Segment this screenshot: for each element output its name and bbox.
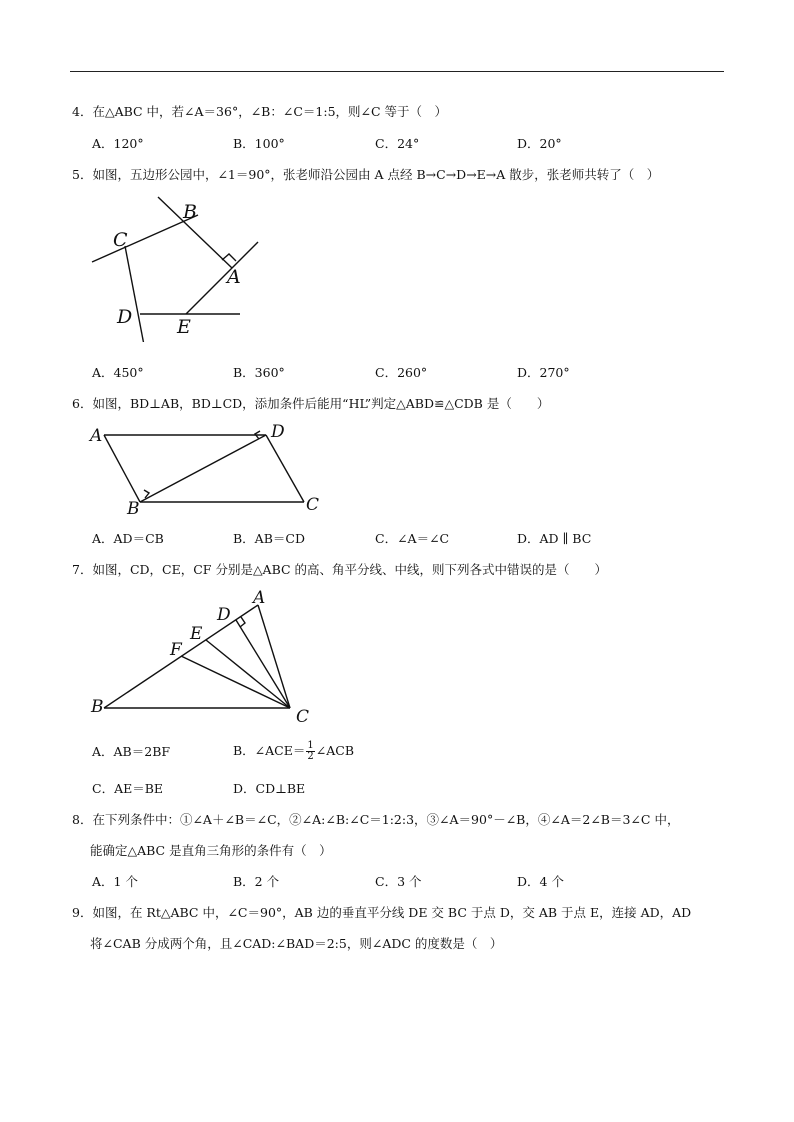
q8-option-b: B．2 个 xyxy=(233,874,280,889)
q7-stem: 7．如图，CD，CE，CF 分别是△ABC 的高、角平分线、中线，则下列各式中错误的是（ ） xyxy=(72,562,608,577)
q7-label-d: D xyxy=(217,605,231,625)
q5-line-ea-extended xyxy=(186,242,258,314)
q6-right-angle-mark-b xyxy=(144,490,149,498)
q6-segment-bd xyxy=(140,435,266,502)
q8-option-c: C．3 个 xyxy=(375,874,422,889)
q8-stem-continued: 能确定△ABC 是直角三角形的条件有（ ） xyxy=(90,843,332,858)
q5-label-b: B xyxy=(183,201,197,223)
q6-option-c: C．∠A＝∠C xyxy=(375,531,450,546)
q6-segment-dc xyxy=(266,435,304,502)
q6-option-d: D．AD ∥ BC xyxy=(517,531,592,546)
q7-option-b-suffix: ∠ACB xyxy=(315,743,355,758)
q4-option-b: B．100° xyxy=(233,136,285,151)
q7-right-angle-mark xyxy=(240,617,245,627)
q8-option-d: D．4 个 xyxy=(517,874,564,889)
q7-option-c: C．AE＝BE xyxy=(92,781,164,796)
q5-label-d: D xyxy=(117,306,133,328)
q5-label-e: E xyxy=(177,316,191,338)
q7-label-c: C xyxy=(296,707,310,727)
q7-segment-ac xyxy=(258,605,290,708)
q9-stem-continued: 将∠CAB 分成两个角，且∠CAD:∠BAD＝2:5，则∠ADC 的度数是（ ） xyxy=(90,936,503,951)
q8-option-a: A．1 个 xyxy=(92,874,138,889)
q4-option-c: C．24° xyxy=(375,136,420,151)
q6-label-b: B xyxy=(127,499,140,519)
q6-parallelogram-figure xyxy=(88,420,328,520)
q7-label-e: E xyxy=(190,624,203,644)
q4-option-a: A．120° xyxy=(92,136,144,151)
q7-option-d: D．CD⊥BE xyxy=(233,781,306,796)
q5-option-b: B．360° xyxy=(233,365,285,380)
q5-label-c: C xyxy=(113,229,128,251)
q5-label-a: A xyxy=(227,266,241,288)
q6-label-a: A xyxy=(90,426,103,446)
q6-label-d: D xyxy=(271,422,285,442)
q7-option-b-denominator: 2 xyxy=(307,751,314,762)
q7-option-b xyxy=(233,737,354,765)
q4-stem: 4．在△ABC 中，若∠A＝36°，∠B：∠C＝1:5，则∠C 等于（ ） xyxy=(72,104,448,119)
q6-option-a: A．AD＝CB xyxy=(92,531,164,546)
q7-option-b-numerator: 1 xyxy=(307,740,314,751)
q7-triangle-figure xyxy=(88,582,328,730)
q7-option-a: A．AB＝2BF xyxy=(92,744,171,759)
q9-stem: 9．如图，在 Rt△ABC 中，∠C＝90°，AB 边的垂直平分线 DE 交 BC 于点 D，交 AB 于点 E，连接 AD，AD xyxy=(72,905,692,920)
q6-segment-ab xyxy=(104,435,140,502)
q7-label-a: A xyxy=(253,588,266,608)
q6-option-b: B．AB＝CD xyxy=(233,531,305,546)
q8-stem: 8．在下列条件中：①∠A＋∠B＝∠C，②∠A:∠B:∠C＝1:2:3，③∠A＝90°－∠B，④∠A＝2∠B＝3∠C 中， xyxy=(72,812,680,827)
header-rule xyxy=(70,71,724,72)
q5-pentagon-figure xyxy=(88,192,268,342)
q5-option-d: D．270° xyxy=(517,365,570,380)
q7-option-b-prefix: B．∠ACE＝ xyxy=(233,743,306,758)
q5-stem: 5．如图，五边形公园中，∠1＝90°，张老师沿公园由 A 点经 B→C→D→E→A 散步，张老师共转了（ ） xyxy=(72,167,660,182)
q6-stem: 6．如图，BD⊥AB，BD⊥CD，添加条件后能用“HL”判定△ABD≌△CDB 是（ ） xyxy=(72,396,550,411)
q7-option-b-fraction xyxy=(306,741,314,762)
q6-label-c: C xyxy=(306,495,320,515)
q5-option-c: C．260° xyxy=(375,365,428,380)
q5-option-a: A．450° xyxy=(92,365,144,380)
q4-option-d: D．20° xyxy=(517,136,562,151)
q7-label-f: F xyxy=(170,640,182,660)
q7-label-b: B xyxy=(91,697,104,717)
